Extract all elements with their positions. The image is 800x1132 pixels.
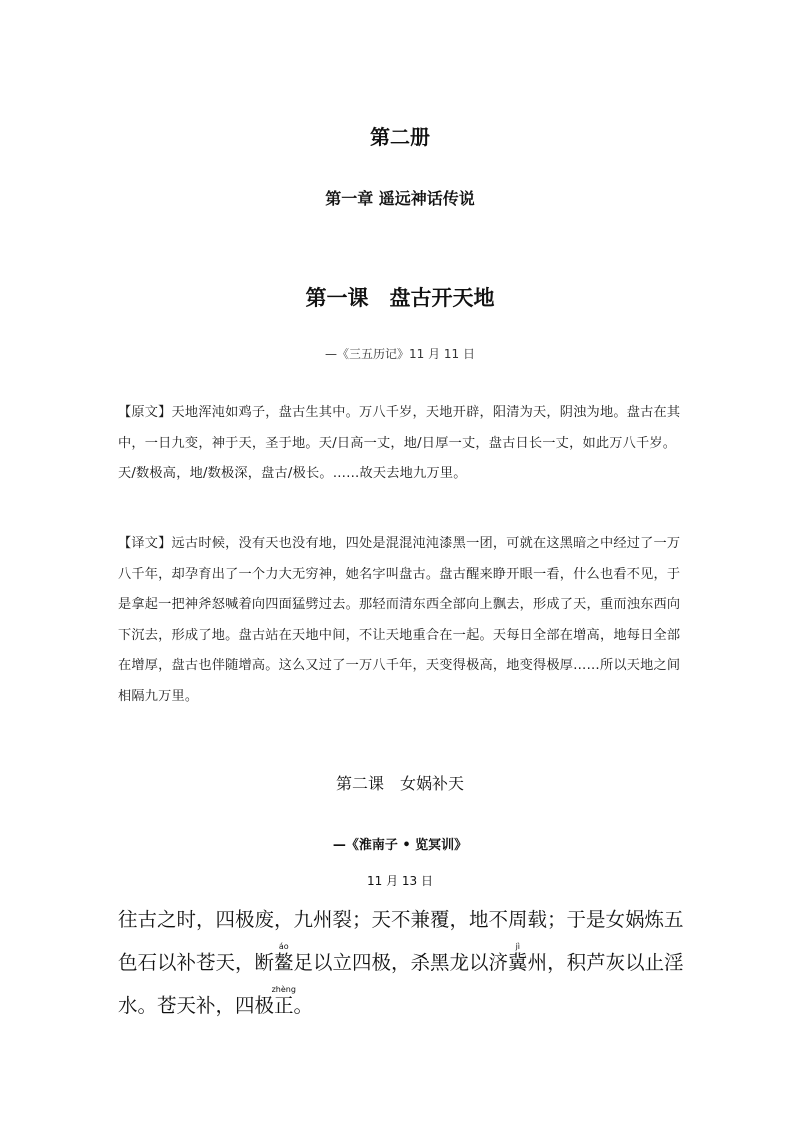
ruby-char: 正: [271, 994, 296, 1017]
original-text-paragraph: 【原文】天地浑沌如鸡子，盘古生其中。万八千岁，天地开辟，阳清为天，阴浊为地。盘古在其中，一日九变，神于天，圣于地。天/日高一丈，地/日厚一丈，盘古日长一丈，如此万八千岁。天/数极高，地/数极深，盘古/极长。……故天去地九万里。: [118, 405, 681, 481]
volume-title: 第二册: [370, 125, 430, 149]
lesson2-date: 11 月 13 日: [367, 874, 433, 888]
translation-paragraph: 【译文】远古时候，没有天也没有地，四处是混混沌沌漆黑一团，可就在这黑暗之中经过了一万八千年，却孕育出了一个力大无穷神，她名字叫盘古。盘古醒来睁开眼一看，什么也看不见，于是拿起一把神斧怒喊着向四面猛劈过去。那轻而清东西全部向上飘去，形成了天，重而浊东西向下沉去，形成了地。盘古站在天地中间，不让天地重合在一起。天每日全部在增高，地每日全部在增厚，盘古也伴随增高。这么又过了一万八千年，天变得极高，地变得极厚……所以天地之间相隔九万里。: [118, 536, 681, 704]
lesson2-title: 第二课 女娲补天: [335, 774, 464, 793]
ruby-pinyin: áo: [274, 942, 294, 951]
ruby-annotation: [508, 942, 528, 974]
text-segment: 往古之时，四极废，九州裂；天不兼覆，地不周载；于是女娲炼五色石以补苍天，断: [118, 908, 684, 974]
ruby-pinyin: jì: [508, 942, 528, 951]
ruby-annotation: [271, 985, 296, 1017]
ruby-annotation: [274, 942, 294, 974]
lesson2-source: —《淮南子 • 览冥训》: [332, 838, 468, 853]
ruby-char: 冀: [508, 951, 528, 974]
lesson1-source: —《三五历记》11 月 11 日: [325, 347, 475, 361]
ruby-char: 鳌: [274, 951, 294, 974]
lesson1-title: 第一课 盘古开天地: [305, 286, 495, 310]
text-segment: 州，积芦灰以止淫水。苍天补，四极: [118, 951, 684, 1017]
text-segment: 。: [293, 994, 314, 1017]
ruby-pinyin: zhèng: [271, 985, 296, 994]
text-segment: 足以立四极，杀黑龙以济: [293, 951, 509, 974]
chapter-title: 第一章 遥远神话传说: [325, 189, 475, 208]
lesson2-original-text: [118, 898, 698, 1027]
